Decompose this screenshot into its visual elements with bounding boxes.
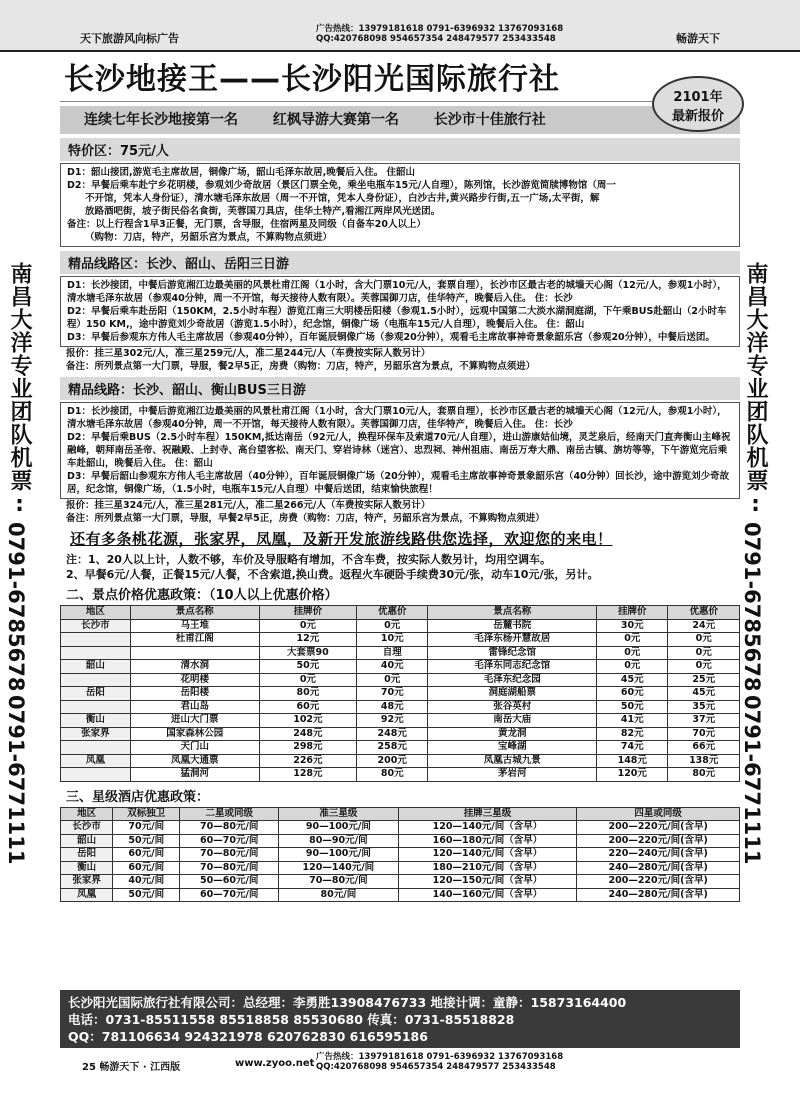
scenic-price-table: [60, 605, 740, 782]
side-ad-right: [740, 262, 796, 865]
region-cell: [61, 768, 131, 782]
table-cell: 清水洞: [130, 660, 259, 674]
table-cell: 92元: [357, 714, 428, 728]
column-header: 挂牌价: [259, 606, 356, 620]
table-cell: 45元: [597, 673, 668, 687]
region-cell: 张家界: [61, 875, 113, 889]
region-cell: [61, 700, 131, 714]
table-cell: 0元: [597, 633, 668, 647]
table-cell: 138元: [668, 754, 740, 768]
table-cell: 248元: [357, 727, 428, 741]
table-row: [61, 619, 740, 633]
route1-heading: 精品线路区：长沙、韶山、岳阳三日游: [60, 251, 740, 274]
itinerary-day: D3：早餐后参观东方伟人毛主席故居（参观40分钟），百年诞辰铜像广场（参观20分钟），观看毛主席故事神奇景象韶乐宫（参观20分钟），中餐后送团。: [67, 332, 715, 343]
special-itinerary: [60, 163, 740, 247]
side-ad-text: 南昌大洋专业团队机票:: [743, 262, 768, 518]
hotel-price-table: [60, 807, 740, 903]
table-cell: 80—90元/间: [279, 834, 398, 848]
table-cell: 进山大门票: [130, 714, 259, 728]
table-cell: 0元: [668, 660, 740, 674]
table-cell: 240—280元/间(含早): [577, 861, 740, 875]
table-cell: 102元: [259, 714, 356, 728]
route2-price: 报价：挂三星324元/人，准三星281元/人，准二星266元/人（车费按实际人数另计）: [66, 500, 431, 511]
honor-item: 长沙市十佳旅行社: [433, 112, 546, 128]
table-cell: 南岳大庙: [428, 714, 597, 728]
table-cell: 0元: [357, 673, 428, 687]
itinerary-day: D1：长沙接团，中餐后游览湘江边最美丽的风景杜甫江阁（1小时，含大门票10元/人，套票自理），长沙市区最古老的城墙天心阁（12元/人，参观1小时），清水塘毛泽东故居（参观40分钟，周一不开馆，每天接待人数有限）。芙蓉国御刀店，佳华特产，晚餐后入住。 住：长沙: [67, 280, 727, 304]
table-cell: 马王堆: [130, 619, 259, 633]
table-row: [61, 646, 740, 660]
table-cell: 80元/间: [279, 888, 398, 902]
table-cell: 猛洞河: [130, 768, 259, 782]
table-cell: 国家森林公园: [130, 727, 259, 741]
table-cell: 君山岛: [130, 700, 259, 714]
top-left-label: 天下旅游风向标广告: [80, 32, 179, 45]
table-cell: 岳阳楼: [130, 687, 259, 701]
itinerary-note: （购物：刀店，特产，另韶乐宫为景点，不算购物点须进）: [85, 232, 333, 243]
table-cell: 花明楼: [130, 673, 259, 687]
table-row: [61, 660, 740, 674]
table-cell: 毛泽东纪念园: [428, 673, 597, 687]
itinerary-line: D1：韶山接团,游览毛主席故居，铜像广场，韶山毛泽东故居,晚餐后入住。 住韶山: [67, 167, 416, 178]
table-cell: 0元: [357, 619, 428, 633]
table-cell: 120元: [597, 768, 668, 782]
promo-banner: 还有多条桃花源，张家界，凤凰，及新开发旅游线路供您选择，欢迎您的来电！: [70, 530, 613, 548]
table-cell: 70元: [357, 687, 428, 701]
table-cell: 70—80元/间: [279, 875, 398, 889]
table-cell: 70元: [668, 727, 740, 741]
table-cell: 25元: [668, 673, 740, 687]
route2-itinerary: [60, 402, 740, 499]
main-content: [60, 58, 740, 902]
footer-qq: QQ：781106634 924321978 620762830 616595186: [68, 1029, 428, 1044]
table-cell: 258元: [357, 741, 428, 755]
route1-price: 报价：挂三星302元/人，准三星259元/人，准二星244元/人（车费按实际人数另计）: [66, 348, 431, 359]
table-cell: 凤凰古城九景: [428, 754, 597, 768]
table-cell: 298元: [259, 741, 356, 755]
region-cell: 韶山: [61, 834, 113, 848]
table-cell: 120—140元/间: [279, 861, 398, 875]
page-title: 长沙地接王——长沙阳光国际旅行社: [60, 58, 740, 102]
table-cell: 0元: [597, 646, 668, 660]
table-cell: 120—140元/间（含早）: [398, 821, 577, 835]
table-row: [61, 888, 740, 902]
table-row: [61, 673, 740, 687]
table-cell: 226元: [259, 754, 356, 768]
column-header: 二星或同级: [180, 807, 279, 821]
table-cell: 宝峰湖: [428, 741, 597, 755]
table-cell: 180—210元/间（含早）: [398, 861, 577, 875]
itinerary-day: D2：早餐后乘车赴岳阳（150KM，2.5小时车程）游览江南三大明楼岳阳楼（参观1.5小时），远观中国第二大淡水湖洞庭湖，下午乘BUS赴韶山（2小时车程）150 KM,，途中游览刘少奇故居（游览1.5小时），纪念馆，铜像广场（电瓶车15元/人自理），晚餐后入住。 住：韶山: [67, 306, 727, 330]
itinerary-line: D2：早餐后乘车赴宁乡花明楼，参观刘少奇故居（景区门票全免，乘坐电瓶车15元/人自理），陈列馆，长沙游览简牍博物馆（周一: [67, 180, 616, 191]
general-notes: [60, 552, 740, 582]
route1-itinerary: [60, 276, 740, 347]
table-row: [61, 834, 740, 848]
table-cell: 60元/间: [113, 861, 180, 875]
table-cell: 90—100元/间: [279, 821, 398, 835]
table-cell: 37元: [668, 714, 740, 728]
table-cell: 120—140元/间（含早）: [398, 848, 577, 862]
table-row: [61, 861, 740, 875]
note-line: 注：1、20人以上计，人数不够，车价及导服略有增加，不含车费，按实际人数另计，均用空调车。: [66, 553, 551, 566]
table-header-row: [61, 807, 740, 821]
region-cell: 长沙市: [61, 619, 131, 633]
table-cell: 140—160元/间（含早）: [398, 888, 577, 902]
itinerary-line: 不开馆，凭本人身份证），清水塘毛泽东故居（周一不开馆，凭本人身份证），白沙古井,黄兴路步行街,五一广场,太平街，解: [85, 193, 600, 204]
table-cell: 50元: [259, 660, 356, 674]
table-cell: 毛泽东杨开慧故居: [428, 633, 597, 647]
table-cell: 杜甫江阁: [130, 633, 259, 647]
special-heading: 特价区：75元/人: [60, 138, 740, 161]
side-ad-phone-2: 0791-6771111: [740, 695, 764, 865]
table-cell: 90—100元/间: [279, 848, 398, 862]
table-header-row: [61, 606, 740, 620]
itinerary-day: D3：早餐后韶山参观东方伟人毛主席故居（40分钟），百年诞辰铜像广场（20分钟），观看毛主席故事神奇景象韶乐宫（40分钟）回长沙，途中游览刘少奇故居，纪念馆，铜像广场，（1.5小时，电瓶车15元/人自理）中餐后送团，结束愉快旅程！: [67, 471, 730, 495]
side-ad-phone-1: 0791-6785678: [740, 522, 764, 692]
honor-item: 红枫导游大赛第一名: [272, 112, 399, 128]
bottom-hotline-qq: QQ:420768098 954657354 248479577 253433548: [316, 1062, 556, 1072]
table-cell: 张谷英村: [428, 700, 597, 714]
table-cell: 60元: [259, 700, 356, 714]
price-badge: [652, 76, 744, 132]
table-cell: 70元/间: [113, 821, 180, 835]
bottom-hotline-phones: 广告热线：13979181618 0791-6396932 13767093168: [316, 1052, 564, 1062]
column-header: 景点名称: [428, 606, 597, 620]
column-header: 地区: [61, 807, 113, 821]
badge-subtitle: 最新报价: [671, 109, 724, 124]
table-cell: 148元: [597, 754, 668, 768]
region-cell: 岳阳: [61, 687, 131, 701]
region-cell: 张家界: [61, 727, 131, 741]
region-cell: 长沙市: [61, 821, 113, 835]
region-cell: 衡山: [61, 714, 131, 728]
table-cell: 70—80元/间: [180, 821, 279, 835]
table-cell: 60—70元/间: [180, 834, 279, 848]
table-row: [61, 875, 740, 889]
top-hotline: [316, 24, 563, 44]
table-cell: 40元/间: [113, 875, 180, 889]
table-cell: 50元: [597, 700, 668, 714]
top-hotline-qq: QQ:420768098 954657354 248479577 253433548: [316, 34, 556, 44]
region-cell: 凤凰: [61, 888, 113, 902]
region-cell: 凤凰: [61, 754, 131, 768]
table-row: [61, 633, 740, 647]
side-ad-text: 南昌大洋专业团队机票:: [7, 262, 32, 518]
table-cell: 35元: [668, 700, 740, 714]
table-cell: 30元: [597, 619, 668, 633]
table-cell: 80元: [357, 768, 428, 782]
footer-contacts: 长沙阳光国际旅行社有限公司：总经理：李勇胜13908476733 地接计调：童静：15873164400: [68, 995, 627, 1010]
page-number: 25 畅游天下 · 江西版: [82, 1062, 181, 1073]
table-cell: 70—80元/间: [180, 848, 279, 862]
column-header: 地区: [61, 606, 131, 620]
table-cell: 128元: [259, 768, 356, 782]
table-cell: 80元: [668, 768, 740, 782]
table-cell: 120—150元/间（含早）: [398, 875, 577, 889]
column-header: 四星或同级: [577, 807, 740, 821]
region-cell: [61, 646, 131, 660]
table-cell: 45元: [668, 687, 740, 701]
table-cell: 82元: [597, 727, 668, 741]
column-header: 双标独卫: [113, 807, 180, 821]
table-row: [61, 754, 740, 768]
table-cell: 60—70元/间: [180, 888, 279, 902]
table-cell: 70—80元/间: [180, 861, 279, 875]
site-url: www.zyoo.net: [235, 1058, 315, 1069]
table-cell: 200—220元/间(含早): [577, 834, 740, 848]
honor-item: 连续七年长沙地接第一名: [84, 112, 238, 128]
table-cell: 74元: [597, 741, 668, 755]
table-cell: 220—240元/间(含早): [577, 848, 740, 862]
table-cell: 50元/间: [113, 834, 180, 848]
table-cell: 41元: [597, 714, 668, 728]
top-hotline-phones: 广告热线：13979181618 0791-6396932 13767093168: [316, 24, 564, 34]
table-row: [61, 848, 740, 862]
route2-heading: 精品线路：长沙、韶山、衡山BUS三日游: [60, 377, 740, 400]
itinerary-day: D2：早餐后乘BUS（2.5小时车程）150KM,抵达南岳（92元/人，换程环保车及索道70元/人自理），进山游康姑仙境，灵芝泉后，经南天门直奔衡山主峰祝融峰，朝拜南岳圣帝、祝融殿、上封寺、高台望客松、南天门、穿岩诗林（迷宫）、忠烈祠、神州祖庙、南岳万寿大鼎、南岳古镇、旃坊等等，下午游览完后乘车赴韶山，晚餐后入住。 住：韶山: [67, 432, 731, 469]
region-cell: 衡山: [61, 861, 113, 875]
table-cell: 0元: [668, 646, 740, 660]
table-cell: 凤凰大通票: [130, 754, 259, 768]
table-cell: 黄龙洞: [428, 727, 597, 741]
itinerary-day: D1：长沙接团，中餐后游览湘江边最美丽的风景杜甫江阁（1小时，含大门票10元/人，套票自理），长沙市区最古老的城墙天心阁（12元/人，参观1小时），清水塘毛泽东故居（参观40分钟，周一不开馆，每天接待人数有限）。芙蓉国御刀店，佳华特产，晚餐后入住。 住：长沙: [67, 406, 727, 430]
route2-remark: 备注：所列景点第一大门票，导服，早餐2早5正，房费（购物：刀店，特产，另韶乐宫为景点，不算购物点须进）: [66, 513, 545, 524]
table-cell: 天门山: [130, 741, 259, 755]
side-ad-phone-2: 0791-6771111: [4, 695, 28, 865]
bottom-hotline: [316, 1052, 563, 1072]
hotel-heading: 三、星级酒店优惠政策：: [66, 789, 210, 805]
table-cell: 60元/间: [113, 848, 180, 862]
table-cell: 茅岩河: [428, 768, 597, 782]
table-cell: 0元: [259, 619, 356, 633]
table-cell: 雷锋纪念馆: [428, 646, 597, 660]
table-cell: [130, 646, 259, 660]
table-cell: 200—220元/间(含早): [577, 875, 740, 889]
table-cell: 48元: [357, 700, 428, 714]
table-cell: 80元: [259, 687, 356, 701]
top-right-label: 畅游天下: [676, 32, 720, 45]
table-row: [61, 741, 740, 755]
region-cell: [61, 673, 131, 687]
badge-year: 2101年: [673, 90, 723, 105]
top-banner: [0, 0, 800, 52]
table-cell: 10元: [357, 633, 428, 647]
table-cell: 60元: [597, 687, 668, 701]
table-cell: 200元: [357, 754, 428, 768]
table-cell: 50—60元/间: [180, 875, 279, 889]
table-cell: 岳麓书院: [428, 619, 597, 633]
scenic-heading: 二、景点价格优惠政策：（10人以上优惠价格）: [66, 588, 338, 603]
table-row: [61, 687, 740, 701]
table-cell: 50元/间: [113, 888, 180, 902]
table-cell: 0元: [597, 660, 668, 674]
column-header: 景点名称: [130, 606, 259, 620]
column-header: 挂牌价: [597, 606, 668, 620]
note-line: 2、早餐6元/人餐，正餐15元/人餐，不含索道,换山费。返程火车硬卧手续费30元/张，动车10元/张，另计。: [66, 568, 599, 581]
footer-phones: 电话：0731-85511558 85518858 85530680 传真：0731-85518828: [68, 1012, 515, 1027]
table-cell: 40元: [357, 660, 428, 674]
column-header: 优惠价: [668, 606, 740, 620]
route1-remark: 备注：所列景点第一大门票，导服，餐2早5正，房费（购物：刀店，特产，另韶乐宫为景点，不算购物点须进）: [66, 361, 536, 372]
table-cell: 大套票90: [259, 646, 356, 660]
itinerary-note: 备注：以上行程含1早3正餐，无门票，含导服，住宿两星及同级（自备车20人以上）: [67, 219, 426, 230]
table-cell: 160—180元/间（含早）: [398, 834, 577, 848]
table-row: [61, 700, 740, 714]
region-cell: 岳阳: [61, 848, 113, 862]
bottom-bar: [60, 1052, 740, 1076]
region-cell: 韶山: [61, 660, 131, 674]
table-cell: 66元: [668, 741, 740, 755]
table-cell: 12元: [259, 633, 356, 647]
table-cell: 洞庭湖船票: [428, 687, 597, 701]
table-cell: 自理: [357, 646, 428, 660]
table-cell: 200—220元/间(含早): [577, 821, 740, 835]
table-cell: 248元: [259, 727, 356, 741]
company-footer: [60, 990, 740, 1048]
table-cell: 0元: [259, 673, 356, 687]
honors-bar: [60, 106, 740, 134]
table-cell: 0元: [668, 633, 740, 647]
itinerary-line: 放路酒吧街，坡子街民俗名食街，芙蓉国刀具店，佳华土特产,看湘江两岸风光送团。: [85, 206, 441, 217]
column-header: 优惠价: [357, 606, 428, 620]
column-header: 挂牌三星级: [398, 807, 577, 821]
table-row: [61, 714, 740, 728]
table-row: [61, 821, 740, 835]
side-ad-left: [4, 262, 60, 865]
side-ad-phone-1: 0791-6785678: [4, 522, 28, 692]
region-cell: [61, 633, 131, 647]
table-row: [61, 768, 740, 782]
table-cell: 24元: [668, 619, 740, 633]
table-cell: 毛泽东同志纪念馆: [428, 660, 597, 674]
table-row: [61, 727, 740, 741]
region-cell: [61, 741, 131, 755]
table-cell: 240—280元/间(含早): [577, 888, 740, 902]
column-header: 准三星级: [279, 807, 398, 821]
